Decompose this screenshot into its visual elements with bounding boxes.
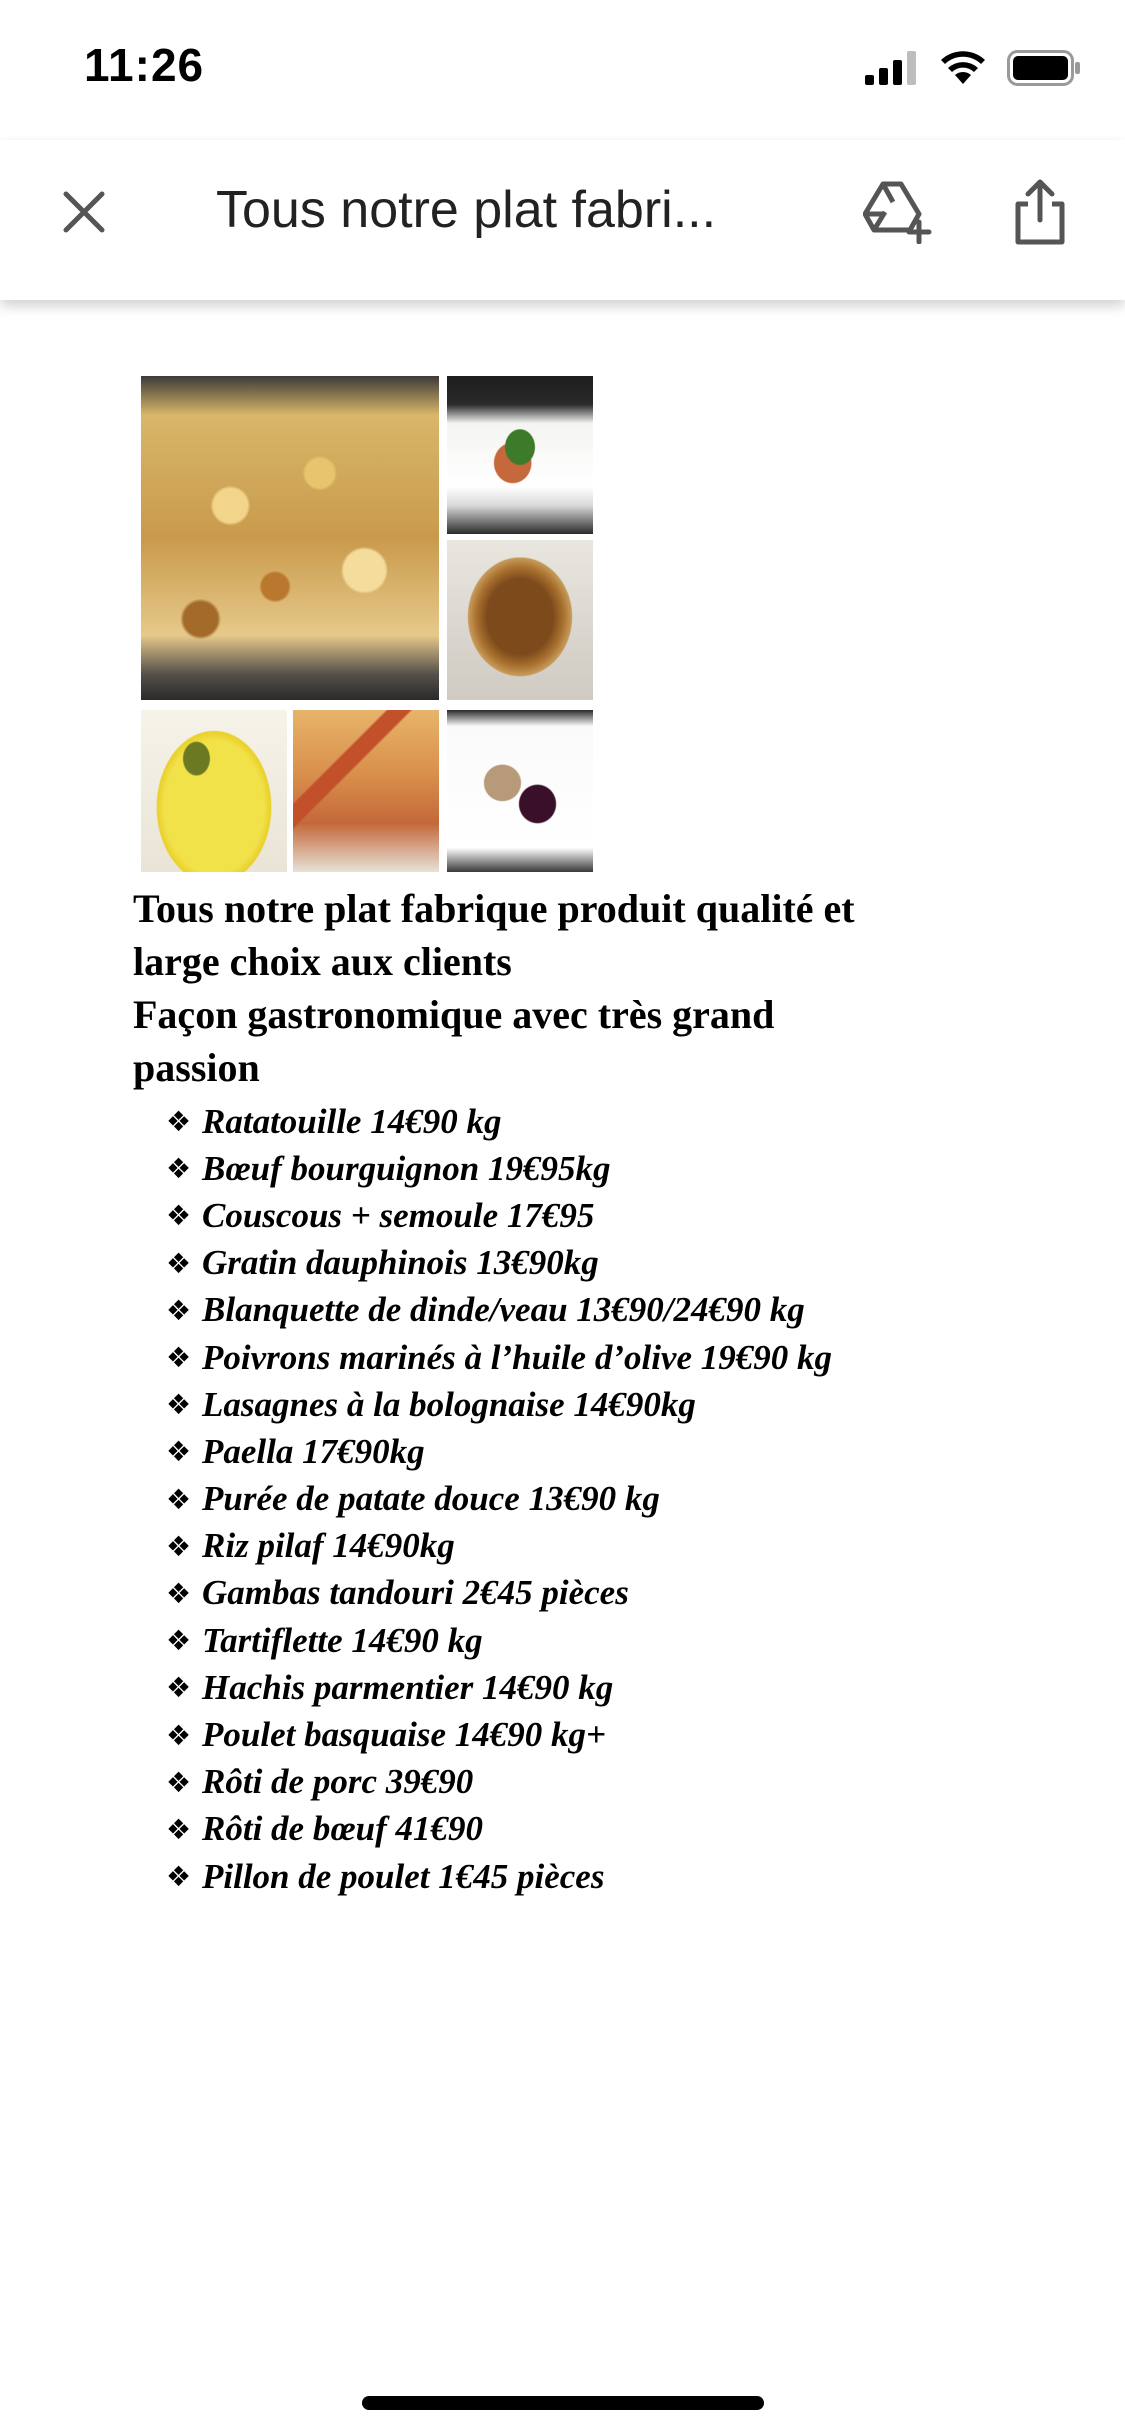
bullet-icon: ❖ — [166, 1671, 192, 1705]
list-item — [166, 1523, 1066, 1570]
bullet-icon: ❖ — [166, 1529, 192, 1563]
list-item — [166, 1664, 1066, 1711]
dish-label: Gratin dauphinois 13€90kg — [202, 1243, 599, 1283]
drive-add-icon — [863, 180, 933, 244]
bullet-icon: ❖ — [166, 1246, 192, 1280]
bullet-icon: ❖ — [166, 1199, 192, 1233]
home-indicator[interactable] — [362, 2396, 764, 2410]
headline-line: large choix aux clients — [133, 939, 512, 984]
dish-label: Couscous + semoule 17€95 — [202, 1195, 595, 1235]
status-bar — [0, 0, 1125, 140]
toolbar — [0, 140, 1125, 300]
dish-label: Lasagnes à la bolognaise 14€90kg — [202, 1384, 696, 1424]
list-item — [166, 1711, 1066, 1758]
rice-photo — [141, 710, 287, 872]
dish-label: Ratatouille 14€90 kg — [202, 1101, 502, 1141]
list-item — [166, 1806, 1066, 1853]
list-item — [166, 1853, 1066, 1900]
dish-label: Poulet basquaise 14€90 kg+ — [202, 1715, 606, 1755]
list-item — [166, 1334, 1066, 1381]
dish-label: Rôti de bœuf 41€90 — [202, 1809, 483, 1849]
bullet-icon: ❖ — [166, 1341, 192, 1375]
bullet-icon: ❖ — [166, 1152, 192, 1186]
bullet-icon: ❖ — [166, 1482, 192, 1516]
dish-label: Paella 17€90kg — [202, 1431, 425, 1471]
dish-label: Gambas tandouri 2€45 pièces — [202, 1573, 629, 1613]
headline-line: passion — [133, 1045, 260, 1090]
list-item — [166, 1098, 1066, 1145]
share-button[interactable] — [998, 168, 1082, 256]
close-icon — [60, 188, 108, 236]
list-item — [166, 1145, 1066, 1192]
list-item — [166, 1192, 1066, 1239]
close-button[interactable] — [44, 172, 124, 252]
bullet-icon: ❖ — [166, 1105, 192, 1139]
list-item — [166, 1287, 1066, 1334]
signal-icon — [865, 51, 919, 85]
list-item — [166, 1759, 1066, 1806]
dish-label: Purée de patate douce 13€90 kg — [202, 1479, 660, 1519]
list-item — [166, 1240, 1066, 1287]
dish-label: Hachis parmentier 14€90 kg — [202, 1667, 614, 1707]
document-preview[interactable] — [0, 300, 1125, 2436]
headline-line: Façon gastronomique avec très grand — [133, 992, 775, 1037]
bullet-icon: ❖ — [166, 1718, 192, 1752]
dessert-plate-photo — [447, 710, 593, 872]
dish-label: Poivrons marinés à l’huile d’olive 19€90 kg — [202, 1337, 832, 1377]
gratin-photo — [141, 376, 439, 700]
dish-label: Blanquette de dinde/veau 13€90/24€90 kg — [202, 1290, 805, 1330]
list-item — [166, 1428, 1066, 1475]
dish-list — [166, 1098, 1066, 1900]
list-item — [166, 1381, 1066, 1428]
plate-photo — [447, 376, 593, 534]
dish-label: Pillon de poulet 1€45 pièces — [202, 1856, 605, 1896]
lasagne-photo — [293, 710, 439, 872]
add-to-drive-button[interactable] — [856, 170, 940, 254]
quiche-photo — [447, 540, 593, 700]
list-item — [166, 1617, 1066, 1664]
bullet-icon: ❖ — [166, 1860, 192, 1894]
bullet-icon: ❖ — [166, 1388, 192, 1422]
bullet-icon: ❖ — [166, 1624, 192, 1658]
wifi-icon — [939, 50, 987, 86]
food-photo-collage — [141, 376, 593, 872]
list-item — [166, 1476, 1066, 1523]
dish-label: Bœuf bourguignon 19€95kg — [202, 1148, 611, 1188]
dish-label: Rôti de porc 39€90 — [202, 1762, 474, 1802]
share-icon — [1012, 178, 1068, 246]
bullet-icon: ❖ — [166, 1812, 192, 1846]
status-time: 11:26 — [84, 39, 205, 91]
bullet-icon: ❖ — [166, 1435, 192, 1469]
bullet-icon: ❖ — [166, 1576, 192, 1610]
bullet-icon: ❖ — [166, 1293, 192, 1327]
document-title: Tous notre plat fabri... — [216, 181, 717, 239]
bullet-icon: ❖ — [166, 1765, 192, 1799]
battery-icon — [1007, 50, 1081, 86]
dish-label: Riz pilaf 14€90kg — [202, 1526, 455, 1566]
status-icons — [865, 50, 1081, 86]
list-item — [166, 1570, 1066, 1617]
dish-label: Tartiflette 14€90 kg — [202, 1620, 483, 1660]
headline-line: Tous notre plat fabrique produit qualité et — [133, 886, 855, 931]
headline — [133, 882, 1013, 1094]
